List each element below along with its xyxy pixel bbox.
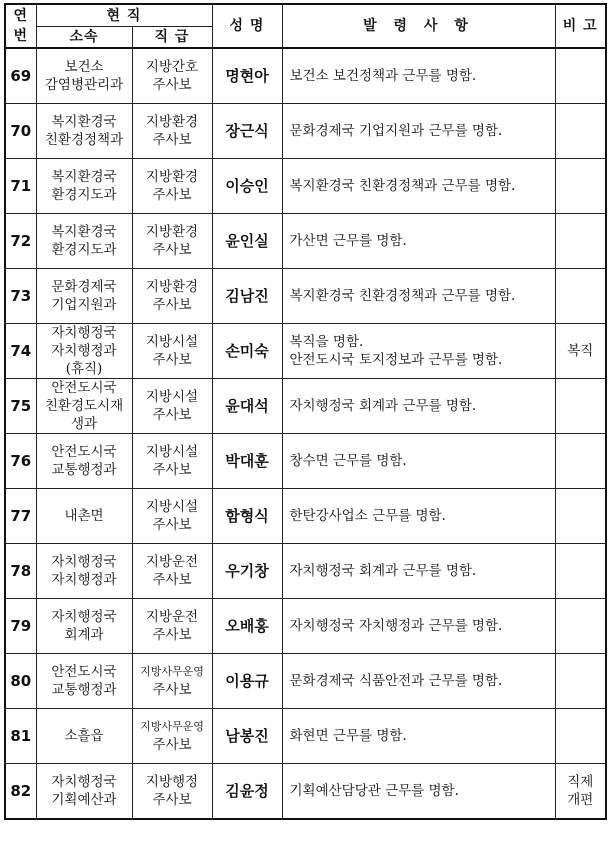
row-note: [555, 269, 606, 324]
row-order: [282, 269, 555, 324]
row-number-line: 72: [10, 232, 32, 250]
row-rank-line: 지방환경: [145, 279, 199, 295]
row-department-line: 자치행정국: [51, 554, 117, 570]
row-note: [555, 709, 606, 764]
row-department-line: 감염병관리과: [44, 77, 124, 93]
row-note-line: 직제: [567, 774, 594, 790]
row-number-line: 75: [10, 397, 32, 415]
row-rank-line: 지방시설: [145, 334, 199, 350]
header-order: 발 령 사 항: [282, 4, 555, 48]
row-rank-line: 주사보: [152, 737, 192, 753]
row-rank-line: 지방간호: [145, 59, 199, 75]
row-department: [36, 489, 132, 544]
row-order: [282, 709, 555, 764]
row-number: [5, 324, 36, 379]
row-order: [282, 159, 555, 214]
row-rank: [132, 654, 212, 709]
row-name-line: 이승인: [225, 177, 269, 195]
row-rank-line: 지방사무운영: [140, 720, 204, 733]
row-department-line: 회계과: [64, 627, 104, 643]
row-name: [212, 379, 282, 434]
row-department-line: 문화경제국: [51, 279, 117, 295]
table-row: [5, 269, 606, 324]
row-number: [5, 434, 36, 489]
row-department: [36, 654, 132, 709]
header-dept: 소속: [36, 27, 132, 49]
row-rank: [132, 709, 212, 764]
row-order: [282, 379, 555, 434]
row-order: [282, 434, 555, 489]
row-rank: [132, 379, 212, 434]
row-rank-line: 주사보: [152, 352, 192, 368]
row-number: [5, 104, 36, 159]
row-number: [5, 159, 36, 214]
row-name-line: 박대훈: [225, 452, 269, 470]
row-department-line: 자치행정과: [51, 572, 117, 588]
row-number: [5, 654, 36, 709]
row-number: [5, 709, 36, 764]
row-department-line: 보건소: [64, 59, 104, 75]
row-rank: [132, 599, 212, 654]
row-name-line: 장근식: [225, 122, 269, 140]
row-department-line: 자치행정국: [51, 325, 117, 341]
row-order: [282, 654, 555, 709]
row-rank-line: 지방환경: [145, 224, 199, 240]
row-note: [555, 599, 606, 654]
row-rank-line: 지방시설: [145, 444, 199, 460]
row-name: [212, 654, 282, 709]
row-order-line: 가산면 근무를 명함.: [289, 233, 407, 249]
row-number-line: 79: [10, 617, 32, 635]
row-order: [282, 104, 555, 159]
table-row: [5, 489, 606, 544]
row-order-line: 복직을 명함.: [289, 334, 364, 350]
row-name: [212, 599, 282, 654]
row-department: [36, 48, 132, 104]
row-number-line: 70: [10, 122, 32, 140]
row-order: [282, 544, 555, 599]
row-rank-line: 주사보: [152, 517, 192, 533]
row-note: [555, 48, 606, 104]
row-note: [555, 654, 606, 709]
table-row: [5, 544, 606, 599]
row-rank-line: 주사보: [152, 682, 192, 698]
row-rank-line: 지방행정: [145, 774, 199, 790]
row-note: [555, 159, 606, 214]
row-rank-line: 주사보: [152, 297, 192, 313]
header-name: 성 명: [212, 4, 282, 48]
row-note-line: 개편: [567, 792, 594, 808]
row-name: [212, 48, 282, 104]
row-rank: [132, 48, 212, 104]
row-number: [5, 48, 36, 104]
row-order: [282, 489, 555, 544]
table-row: [5, 159, 606, 214]
row-name: [212, 214, 282, 269]
row-rank: [132, 489, 212, 544]
row-note: [555, 104, 606, 159]
row-rank: [132, 544, 212, 599]
row-department-line: 내촌면: [64, 508, 104, 524]
row-department-line: 자치행정국: [51, 609, 117, 625]
row-name-line: 손미숙: [225, 342, 269, 360]
row-rank-line: 주사보: [152, 77, 192, 93]
table-row: [5, 709, 606, 764]
row-rank: [132, 324, 212, 379]
row-rank: [132, 764, 212, 820]
row-rank-line: 지방사무운영: [140, 665, 204, 678]
row-order-line: 보건소 보건정책과 근무를 명함.: [289, 68, 477, 84]
row-department-line: 기획예산과: [51, 792, 117, 808]
row-department: [36, 599, 132, 654]
row-order-line: 안전도시국 토지정보과 근무를 명함.: [289, 352, 503, 368]
row-rank-line: 주사보: [152, 187, 192, 203]
row-number: [5, 214, 36, 269]
row-note: [555, 214, 606, 269]
row-department-line: 친환경도시재: [44, 398, 124, 414]
row-order-line: 복지환경국 친환경정책과 근무를 명함.: [289, 178, 516, 194]
row-department: [36, 434, 132, 489]
row-department: [36, 104, 132, 159]
row-number-line: 69: [10, 67, 32, 85]
header-no-label: 연 번: [13, 8, 29, 44]
row-department-line: (휴직): [65, 361, 103, 377]
row-rank-line: 지방운전: [145, 554, 199, 570]
row-department: [36, 324, 132, 379]
row-order-line: 기획예산담당관 근무를 명함.: [289, 783, 459, 799]
row-note-line: 복직: [567, 343, 594, 359]
row-rank: [132, 269, 212, 324]
row-name: [212, 544, 282, 599]
row-number: [5, 269, 36, 324]
row-department-line: 복지환경국: [51, 114, 117, 130]
row-name-line: 김윤정: [225, 782, 269, 800]
row-name: [212, 764, 282, 820]
table-row: [5, 48, 606, 104]
row-order-line: 한탄강사업소 근무를 명함.: [289, 508, 446, 524]
row-name: [212, 489, 282, 544]
row-note: [555, 489, 606, 544]
row-order-line: 창수면 근무를 명함.: [289, 453, 407, 469]
row-rank-line: 주사보: [152, 462, 192, 478]
row-department-line: 교통행정과: [51, 462, 117, 478]
row-number: [5, 544, 36, 599]
row-order: [282, 324, 555, 379]
row-name: [212, 324, 282, 379]
row-note: [555, 434, 606, 489]
row-department-line: 안전도시국: [51, 444, 117, 460]
row-order-line: 문화경제국 기업지원과 근무를 명함.: [289, 123, 503, 139]
row-name: [212, 709, 282, 764]
row-department: [36, 544, 132, 599]
row-rank-line: 주사보: [152, 407, 192, 423]
row-department: [36, 379, 132, 434]
row-rank-line: 지방운전: [145, 609, 199, 625]
row-number: [5, 379, 36, 434]
row-number: [5, 764, 36, 820]
row-rank-line: 지방시설: [145, 499, 199, 515]
row-rank-line: 지방환경: [145, 114, 199, 130]
row-department-line: 환경지도과: [51, 242, 117, 258]
row-number-line: 81: [10, 727, 32, 745]
table-row: [5, 599, 606, 654]
row-rank: [132, 434, 212, 489]
row-rank-line: 주사보: [152, 792, 192, 808]
row-order: [282, 764, 555, 820]
row-order: [282, 599, 555, 654]
row-rank-line: 주사보: [152, 572, 192, 588]
row-department-line: 안전도시국: [51, 664, 117, 680]
row-department: [36, 214, 132, 269]
row-order-line: 자치행정국 회계과 근무를 명함.: [289, 563, 477, 579]
header-current-post: 현 직: [36, 4, 212, 27]
row-order: [282, 48, 555, 104]
row-department: [36, 159, 132, 214]
row-rank: [132, 104, 212, 159]
row-department-line: 친환경정책과: [44, 132, 124, 148]
row-rank-line: 지방시설: [145, 389, 199, 405]
row-department-line: 기업지원과: [51, 297, 117, 313]
row-name: [212, 269, 282, 324]
table-row: [5, 379, 606, 434]
table-row: [5, 764, 606, 820]
row-number-line: 82: [10, 782, 32, 800]
row-name-line: 명현아: [225, 67, 269, 85]
row-number-line: 74: [10, 342, 32, 360]
row-note: [555, 324, 606, 379]
row-department-line: 환경지도과: [51, 187, 117, 203]
row-department-line: 복지환경국: [51, 169, 117, 185]
row-rank-line: 주사보: [152, 132, 192, 148]
row-name: [212, 434, 282, 489]
table-row: [5, 654, 606, 709]
row-order-line: 자치행정국 회계과 근무를 명함.: [289, 398, 477, 414]
row-number-line: 80: [10, 672, 32, 690]
row-number-line: 78: [10, 562, 32, 580]
row-department-line: 복지환경국: [51, 224, 117, 240]
row-department-line: 소흘읍: [64, 728, 104, 744]
row-department-line: 안전도시국: [51, 380, 117, 396]
row-note: [555, 379, 606, 434]
row-number-line: 71: [10, 177, 32, 195]
row-rank: [132, 159, 212, 214]
row-rank-line: 주사보: [152, 242, 192, 258]
row-name-line: 이용규: [225, 672, 269, 690]
table-row: [5, 324, 606, 379]
row-department-line: 자치행정과: [51, 343, 117, 359]
row-rank-line: 지방환경: [145, 169, 199, 185]
header-note: 비 고: [555, 4, 606, 48]
row-name-line: 오배홍: [225, 617, 269, 635]
row-department-line: 생과: [70, 416, 98, 432]
row-rank-line: 주사보: [152, 627, 192, 643]
table-row: [5, 214, 606, 269]
row-note: [555, 764, 606, 820]
table-row: [5, 434, 606, 489]
row-department: [36, 269, 132, 324]
row-name: [212, 159, 282, 214]
row-order: [282, 214, 555, 269]
row-order-line: 화현면 근무를 명함.: [289, 728, 407, 744]
row-department: [36, 764, 132, 820]
row-note: [555, 544, 606, 599]
row-name: [212, 104, 282, 159]
row-number-line: 76: [10, 452, 32, 470]
row-name-line: 윤대석: [225, 397, 269, 415]
row-department-line: 교통행정과: [51, 682, 117, 698]
row-number: [5, 599, 36, 654]
row-number-line: 77: [10, 507, 32, 525]
row-department: [36, 709, 132, 764]
row-number: [5, 489, 36, 544]
row-order-line: 문화경제국 식품안전과 근무를 명함.: [289, 673, 503, 689]
row-name-line: 남봉진: [225, 727, 269, 745]
table-row: [5, 104, 606, 159]
header-rank: 직 급: [132, 27, 212, 49]
personnel-order-table: [4, 3, 607, 820]
row-name-line: 함형식: [225, 507, 269, 525]
row-order-line: 자치행정국 자치행정과 근무를 명함.: [289, 618, 503, 634]
header-no: [5, 4, 36, 48]
row-department-line: 자치행정국: [51, 774, 117, 790]
row-number-line: 73: [10, 287, 32, 305]
row-order-line: 복지환경국 친환경정책과 근무를 명함.: [289, 288, 516, 304]
row-rank: [132, 214, 212, 269]
row-name-line: 김남진: [225, 287, 269, 305]
row-name-line: 우기창: [225, 562, 269, 580]
row-name-line: 윤인실: [225, 232, 269, 250]
